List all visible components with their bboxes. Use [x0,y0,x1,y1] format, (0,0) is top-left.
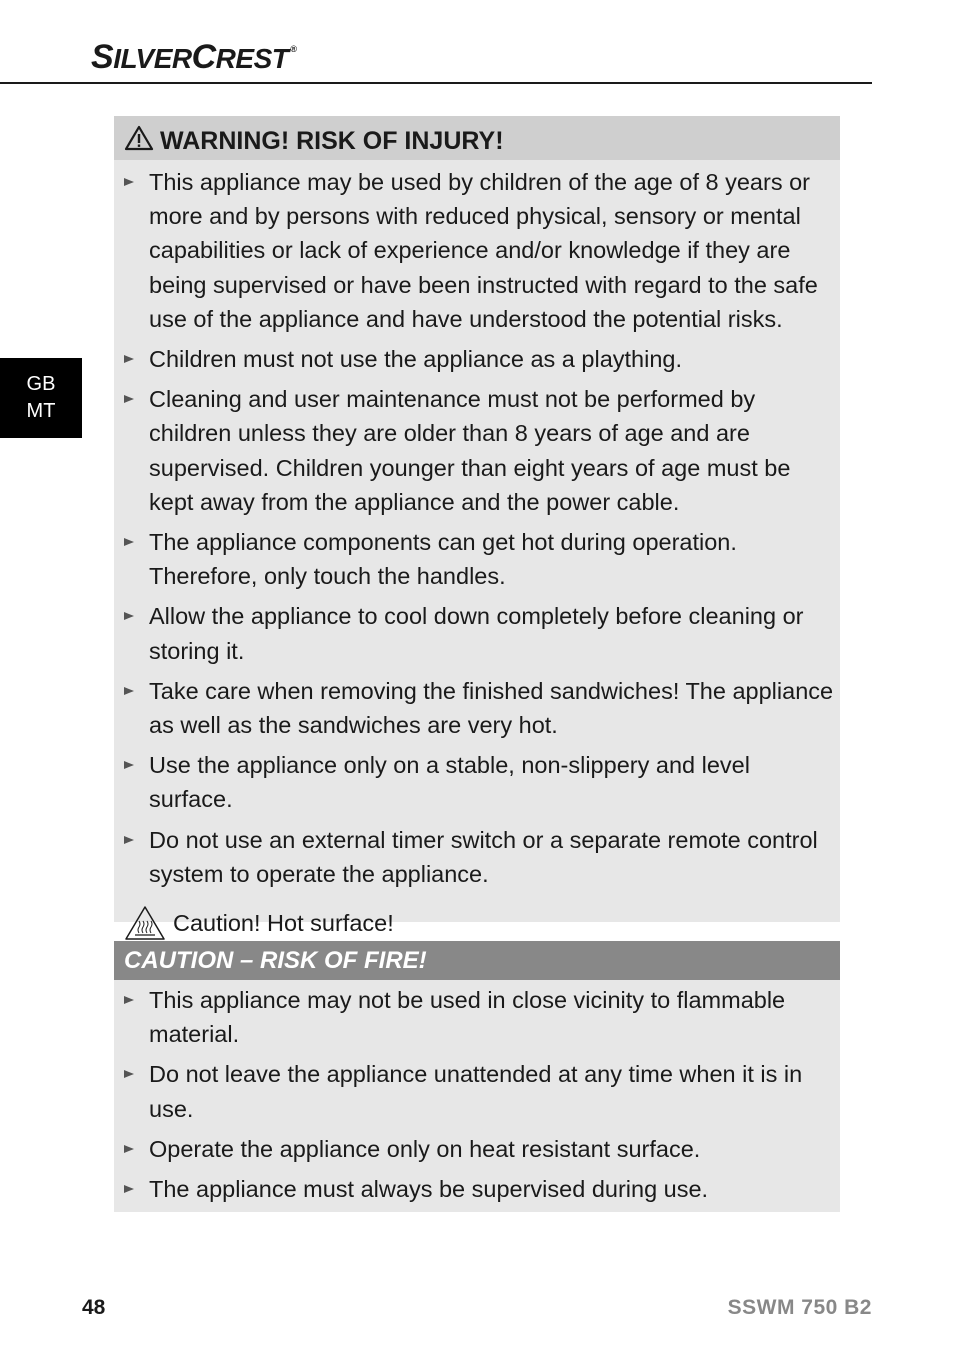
list-item-text: Take care when removing the finished sandwiches! The appliance as well as the sandwiches are very hot. [149,677,834,739]
list-item [114,1132,840,1166]
caution-box [114,941,840,1212]
list-item [114,823,840,891]
language-tab-line1: GB [26,373,56,395]
list-item [114,1057,840,1125]
bullet-arrow-icon [124,538,134,546]
list-item-text: Allow the appliance to cool down completely before cleaning or storing it. [149,603,804,664]
bullet-arrow-icon [124,355,134,363]
logo-text-ilver: ILVER [113,43,192,74]
bullet-arrow-icon [124,1185,134,1193]
hot-surface-icon [124,905,166,941]
list-item [114,748,840,816]
header-rule [0,82,872,84]
bullet-arrow-icon [124,1145,134,1153]
bullet-arrow-icon [124,178,134,186]
language-tab [0,358,82,438]
bullet-arrow-icon [124,395,134,403]
list-item-text: Operate the appliance only on heat resistant surface. [149,1135,701,1162]
list-item-text: Children must not use the appliance as a plaything. [149,346,682,373]
bullet-arrow-icon [124,612,134,620]
list-item-text: Cleaning and user maintenance must not be performed by children unless they are older than 8 years of age and are supervised. Children younger than eight years of age must be kept away from the appliance and the power cable. [149,386,791,515]
bullet-arrow-icon [124,996,134,1004]
list-item-text: The appliance must always be supervised during use. [149,1176,709,1203]
list-item-text: This appliance may be used by children of the age of 8 years or more and by persons with reduced physical, sensory or mental capabilities or lack of experience and/or knowledge if they are being supervised or have been instructed with regard to the safe use of the appliance and have understood the potential risks. [149,169,818,332]
language-tab-line2: MT [26,400,56,422]
bullet-arrow-icon [124,761,134,769]
list-item [114,674,840,742]
list-item-text: Use the appliance only on a stable, non-slippery and level surface. [149,752,750,813]
list-item [114,382,840,519]
list-item [114,342,840,376]
warning-list [114,160,840,891]
bullet-arrow-icon [124,836,134,844]
warning-header [114,116,840,160]
list-item-text: Do not leave the appliance unattended at any time when it is in use. [149,1061,803,1122]
page-number: 48 [82,1296,106,1319]
warning-triangle-icon [124,125,154,151]
list-item [114,1172,840,1206]
list-item [114,165,840,336]
logo-letter-s: S [91,38,114,76]
hot-surface-text: Caution! Hot surface! [173,909,394,936]
list-item [114,599,840,667]
logo-letter-c: C [191,38,216,76]
hot-surface-note [114,905,840,941]
bullet-arrow-icon [124,1070,134,1078]
list-item [114,983,840,1051]
warning-title: WARNING! RISK OF INJURY! [160,126,504,155]
list-item-text: This appliance may not be used in close vicinity to flammable material. [149,987,786,1048]
caution-header [114,941,840,980]
bullet-arrow-icon [124,687,134,695]
list-item [114,525,840,593]
logo-text-rest: REST [215,43,289,74]
warning-box [114,116,840,936]
list-item-text: Do not use an external timer switch or a separate remote control system to operate the appliance. [149,826,818,887]
model-number: SSWM 750 B2 [727,1296,872,1319]
caution-title: CAUTION – RISK OF FIRE! [124,946,427,974]
list-item-text: The appliance components can get hot during operation. Therefore, only touch the handles. [149,529,737,590]
caution-list [114,980,840,1206]
brand-logo [91,38,297,77]
registered-mark: ® [290,44,297,54]
